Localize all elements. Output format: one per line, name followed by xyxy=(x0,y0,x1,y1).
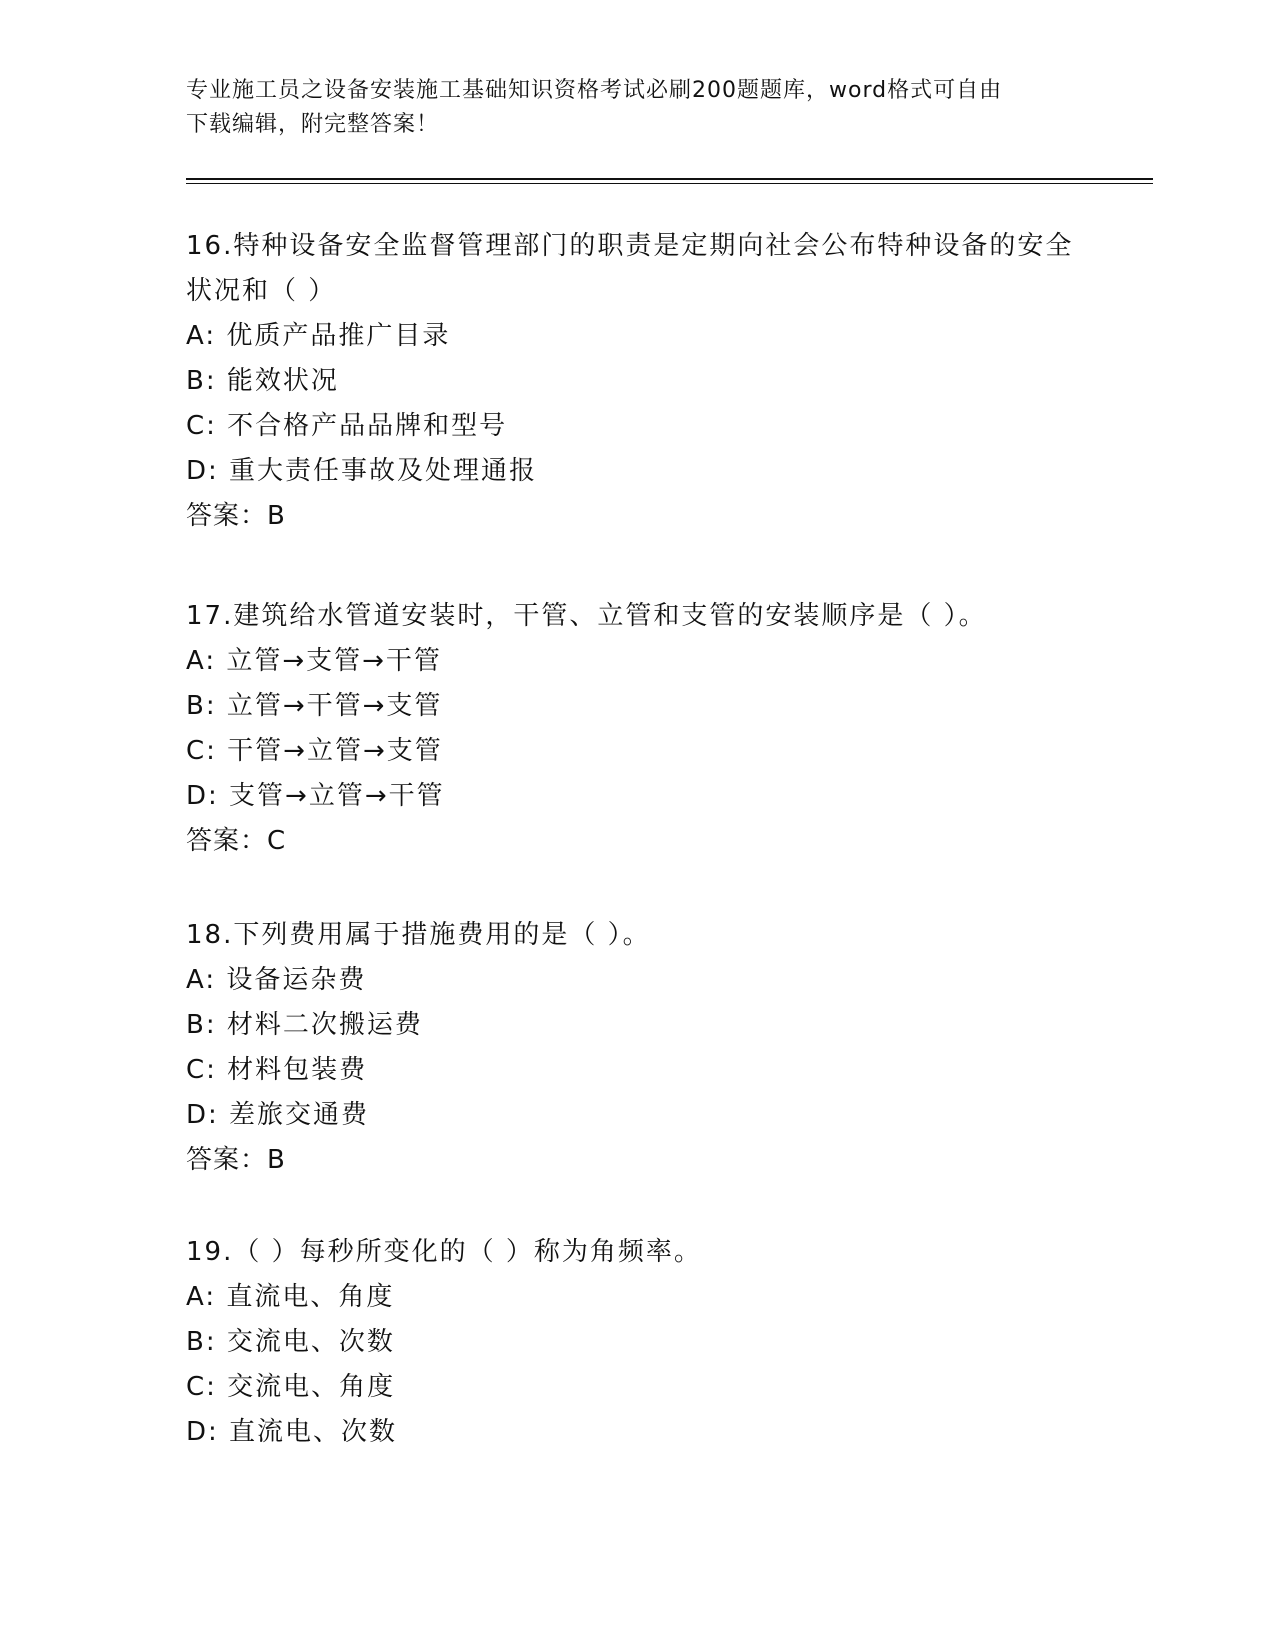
option-c: C: 材料包装费 xyxy=(186,1055,368,1085)
question-stem: 16.特种设备安全监督管理部门的职责是定期向社会公布特种设备的安全状况和（ ） xyxy=(186,231,1074,306)
document-header: 专业施工员之设备安装施工基础知识资格考试必刷200题题库，word格式可自由 下载编辑，附完整答案！ xyxy=(186,78,1003,137)
answer-label: 答案：B xyxy=(186,501,286,531)
question-18 xyxy=(186,913,1086,1183)
option-c: C: 不合格产品品牌和型号 xyxy=(186,411,508,441)
question-16 xyxy=(186,224,1086,539)
option-c: C: 干管→立管→支管 xyxy=(186,736,443,766)
question-stem: 17.建筑给水管道安装时，干管、立管和支管的安装顺序是（ ）。 xyxy=(186,601,987,631)
option-a: A: 直流电、角度 xyxy=(186,1282,395,1312)
header-divider-top xyxy=(186,178,1153,180)
option-d: D: 重大责任事故及处理通报 xyxy=(186,456,538,486)
header-divider-bottom xyxy=(186,183,1153,184)
option-b: B: 能效状况 xyxy=(186,366,339,396)
answer-label: 答案：C xyxy=(186,826,287,856)
question-17 xyxy=(186,594,1086,864)
option-d: D: 支管→立管→干管 xyxy=(186,781,445,811)
answer-label: 答案：B xyxy=(186,1145,286,1175)
option-b: B: 立管→干管→支管 xyxy=(186,691,443,721)
question-stem: 18.下列费用属于措施费用的是（ ）。 xyxy=(186,920,651,950)
option-b: B: 材料二次搬运费 xyxy=(186,1010,423,1040)
question-stem: 19.（ ）每秒所变化的（ ）称为角频率。 xyxy=(186,1237,702,1267)
option-a: A: 优质产品推广目录 xyxy=(186,321,451,351)
option-c: C: 交流电、角度 xyxy=(186,1372,396,1402)
option-a: A: 立管→支管→干管 xyxy=(186,646,442,676)
question-19 xyxy=(186,1230,1086,1455)
option-a: A: 设备运杂费 xyxy=(186,965,367,995)
option-d: D: 直流电、次数 xyxy=(186,1417,398,1447)
option-b: B: 交流电、次数 xyxy=(186,1327,395,1357)
option-d: D: 差旅交通费 xyxy=(186,1100,370,1130)
